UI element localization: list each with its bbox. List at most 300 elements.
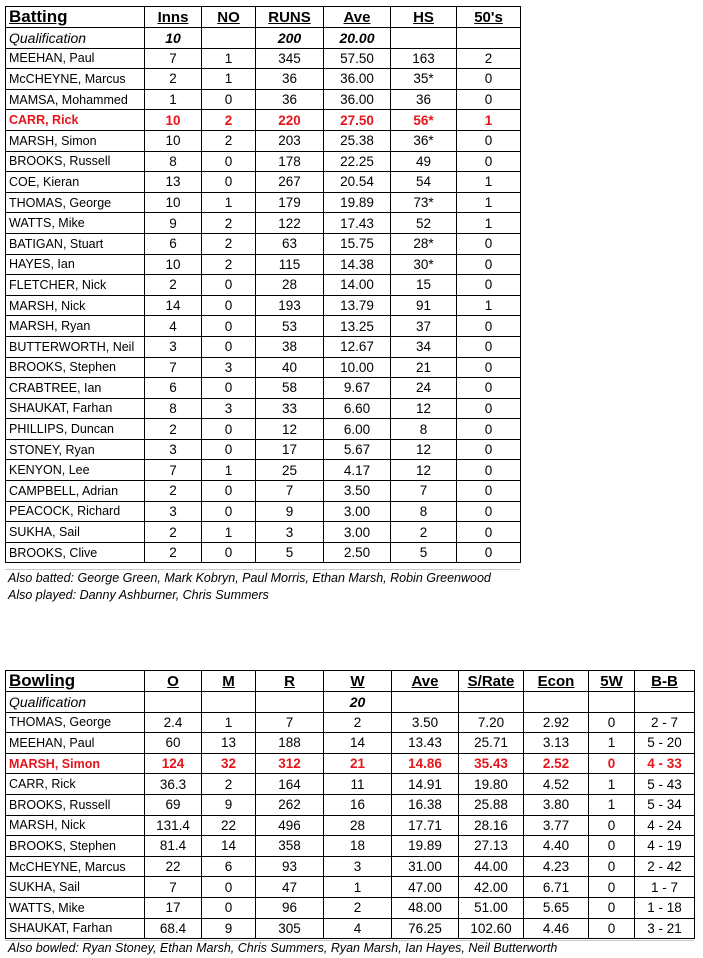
player-name: MARSH, Nick (6, 815, 145, 836)
stat-value: 4 - 33 (635, 753, 695, 774)
batting-row (6, 130, 521, 151)
qualification-label: Qualification (6, 28, 145, 49)
stat-value: 22 (145, 856, 202, 877)
stat-value: 69 (145, 794, 202, 815)
stat-value: 22 (202, 815, 256, 836)
stat-value: 31.00 (392, 856, 459, 877)
stat-value: 3 (202, 357, 256, 378)
stat-value: 13.79 (324, 295, 391, 316)
stat-value: 2.52 (524, 753, 589, 774)
qualification-value: 20 (324, 692, 392, 713)
qualification-label: Qualification (6, 692, 145, 713)
batting-column-header: HS (391, 7, 457, 28)
stat-value: 6 (145, 233, 202, 254)
stat-value: 0 (202, 275, 256, 296)
stat-value: 17 (256, 439, 324, 460)
stat-value: 63 (256, 233, 324, 254)
bowling-row (6, 712, 695, 733)
stat-value: 4 (324, 918, 392, 939)
qualification-value (635, 692, 695, 713)
stat-value: 6 (202, 856, 256, 877)
batting-row (6, 89, 521, 110)
stat-value: 36 (256, 89, 324, 110)
stat-value: 1 (202, 192, 256, 213)
bowling-title: Bowling (6, 671, 145, 692)
stat-value: 0 (457, 336, 521, 357)
stat-value: 0 (457, 275, 521, 296)
stat-value: 53 (256, 316, 324, 337)
stat-value: 0 (457, 501, 521, 522)
stat-value: 48.00 (392, 897, 459, 918)
player-name: PEACOCK, Richard (6, 501, 145, 522)
stat-value: 9 (256, 501, 324, 522)
bowling-row (6, 794, 695, 815)
stat-value: 2 (202, 110, 256, 131)
bowling-column-header: S/Rate (459, 671, 524, 692)
stat-value: 3 - 21 (635, 918, 695, 939)
bowling-column-header: 5W (589, 671, 635, 692)
stat-value: 3.80 (524, 794, 589, 815)
stat-value: 36.00 (324, 89, 391, 110)
stat-value: 40 (256, 357, 324, 378)
stat-value: 0 (202, 439, 256, 460)
stat-value: 8 (391, 501, 457, 522)
stat-value: 4.40 (524, 836, 589, 857)
batting-row (6, 151, 521, 172)
stat-value: 42.00 (459, 877, 524, 898)
player-name: WATTS, Mike (6, 897, 145, 918)
stat-value: 1 (589, 733, 635, 754)
stat-value: 57.50 (324, 48, 391, 69)
stat-value: 7 (145, 877, 202, 898)
stat-value: 2 (145, 69, 202, 90)
stat-value: 25.38 (324, 130, 391, 151)
stat-value: 267 (256, 172, 324, 193)
stat-value: 2 (324, 897, 392, 918)
bowling-column-header: R (256, 671, 324, 692)
player-name: BUTTERWORTH, Neil (6, 336, 145, 357)
stat-value: 35.43 (459, 753, 524, 774)
stat-value: 0 (457, 398, 521, 419)
stat-value: 9.67 (324, 378, 391, 399)
stat-value: 4 - 24 (635, 815, 695, 836)
player-name: MEEHAN, Paul (6, 48, 145, 69)
stat-value: 19.80 (459, 774, 524, 795)
stat-value: 10.00 (324, 357, 391, 378)
stat-value: 1 (457, 213, 521, 234)
stat-value: 47.00 (392, 877, 459, 898)
stat-value: 8 (391, 419, 457, 440)
bowling-column-header: O (145, 671, 202, 692)
stat-value: 9 (202, 794, 256, 815)
player-name: SUKHA, Sail (6, 877, 145, 898)
stat-value: 81.4 (145, 836, 202, 857)
qualification-value: 200 (256, 28, 324, 49)
stat-value: 1 (202, 522, 256, 543)
bowling-column-header: B-B (635, 671, 695, 692)
stat-value: 2.4 (145, 712, 202, 733)
stat-value: 76.25 (392, 918, 459, 939)
batting-title: Batting (6, 7, 145, 28)
stat-value: 2 - 7 (635, 712, 695, 733)
stat-value: 2 (202, 233, 256, 254)
stat-value: 3 (145, 439, 202, 460)
player-name: BROOKS, Stephen (6, 836, 145, 857)
player-name: SUKHA, Sail (6, 522, 145, 543)
stat-value: 56* (391, 110, 457, 131)
stat-value: 16.38 (392, 794, 459, 815)
stat-value: 0 (457, 419, 521, 440)
qualification-value (145, 692, 202, 713)
player-name: McCHEYNE, Marcus (6, 856, 145, 877)
stat-value: 0 (589, 856, 635, 877)
stat-value: 2 (202, 130, 256, 151)
bowling-row (6, 815, 695, 836)
batting-row (6, 542, 521, 563)
stat-value: 5 - 43 (635, 774, 695, 795)
stat-value: 2 (145, 419, 202, 440)
stat-value: 1 (202, 460, 256, 481)
stat-value: 1 (145, 89, 202, 110)
stat-value: 7 (145, 460, 202, 481)
batting-row (6, 275, 521, 296)
stat-value: 345 (256, 48, 324, 69)
stat-value: 10 (145, 130, 202, 151)
batting-qualification-row (6, 28, 521, 49)
stat-value: 36 (391, 89, 457, 110)
stat-value: 14 (145, 295, 202, 316)
stat-value: 13 (145, 172, 202, 193)
player-name: BROOKS, Clive (6, 542, 145, 563)
stat-value: 0 (202, 378, 256, 399)
bowling-qualification-row (6, 692, 695, 713)
qualification-value (457, 28, 521, 49)
stat-value: 0 (457, 542, 521, 563)
stat-value: 6.60 (324, 398, 391, 419)
stat-value: 4.52 (524, 774, 589, 795)
stat-value: 21 (324, 753, 392, 774)
stat-value: 0 (589, 753, 635, 774)
stat-value: 3 (324, 856, 392, 877)
stat-value: 36 (256, 69, 324, 90)
stat-value: 6 (145, 378, 202, 399)
player-name: STONEY, Ryan (6, 439, 145, 460)
stat-value: 1 (457, 192, 521, 213)
stat-value: 2.50 (324, 542, 391, 563)
stat-value: 203 (256, 130, 324, 151)
stat-value: 102.60 (459, 918, 524, 939)
stat-value: 0 (457, 151, 521, 172)
stat-value: 496 (256, 815, 324, 836)
stat-value: 5 (256, 542, 324, 563)
stat-value: 7 (256, 712, 324, 733)
stat-value: 164 (256, 774, 324, 795)
stat-value: 28 (324, 815, 392, 836)
stat-value: 28* (391, 233, 457, 254)
stat-value: 0 (457, 460, 521, 481)
stat-value: 25.71 (459, 733, 524, 754)
stat-value: 262 (256, 794, 324, 815)
batting-row (6, 378, 521, 399)
stat-value: 0 (457, 439, 521, 460)
stat-value: 0 (457, 130, 521, 151)
batting-row (6, 213, 521, 234)
stat-value: 0 (589, 836, 635, 857)
stat-value: 0 (202, 501, 256, 522)
batting-column-header: RUNS (256, 7, 324, 28)
stat-value: 14.91 (392, 774, 459, 795)
player-name: BROOKS, Russell (6, 151, 145, 172)
player-name: CARR, Rick (6, 774, 145, 795)
stat-value: 0 (202, 151, 256, 172)
stat-value: 2 (324, 712, 392, 733)
stat-value: 12 (391, 439, 457, 460)
stat-value: 0 (457, 481, 521, 502)
batting-row (6, 439, 521, 460)
stat-value: 36.00 (324, 69, 391, 90)
stat-value: 2 (202, 774, 256, 795)
batting-row (6, 254, 521, 275)
stat-value: 54 (391, 172, 457, 193)
stat-value: 7 (145, 357, 202, 378)
stat-value: 1 (202, 48, 256, 69)
stat-value: 7 (391, 481, 457, 502)
stat-value: 4 (145, 316, 202, 337)
stat-value: 25 (256, 460, 324, 481)
batting-row (6, 192, 521, 213)
player-name: SHAUKAT, Farhan (6, 398, 145, 419)
stat-value: 0 (202, 481, 256, 502)
stat-value: 1 (589, 774, 635, 795)
qualification-value (256, 692, 324, 713)
stat-value: 10 (145, 254, 202, 275)
player-name: WATTS, Mike (6, 213, 145, 234)
stat-value: 1 - 7 (635, 877, 695, 898)
stat-value: 358 (256, 836, 324, 857)
player-name: HAYES, Ian (6, 254, 145, 275)
batting-row (6, 48, 521, 69)
batting-row (6, 419, 521, 440)
batting-divider (5, 569, 520, 570)
qualification-value (202, 692, 256, 713)
stat-value: 0 (457, 357, 521, 378)
player-name: BROOKS, Stephen (6, 357, 145, 378)
stat-value: 0 (202, 419, 256, 440)
player-name: COE, Kieran (6, 172, 145, 193)
stat-value: 0 (457, 69, 521, 90)
player-name: MARSH, Nick (6, 295, 145, 316)
player-name: BATIGAN, Stuart (6, 233, 145, 254)
stat-value: 47 (256, 877, 324, 898)
qualification-value (391, 28, 457, 49)
player-name: PHILLIPS, Duncan (6, 419, 145, 440)
stat-value: 2 (457, 48, 521, 69)
stat-value: 2 (202, 254, 256, 275)
stat-value: 312 (256, 753, 324, 774)
stat-value: 188 (256, 733, 324, 754)
stat-value: 18 (324, 836, 392, 857)
stat-value: 4.46 (524, 918, 589, 939)
stat-value: 28.16 (459, 815, 524, 836)
stat-value: 14.86 (392, 753, 459, 774)
stat-value: 0 (589, 877, 635, 898)
batting-column-header: 50's (457, 7, 521, 28)
stat-value: 9 (202, 918, 256, 939)
stat-value: 20.54 (324, 172, 391, 193)
stat-value: 0 (202, 877, 256, 898)
stat-value: 19.89 (324, 192, 391, 213)
stat-value: 0 (457, 378, 521, 399)
batting-row (6, 501, 521, 522)
stat-value: 131.4 (145, 815, 202, 836)
stat-value: 163 (391, 48, 457, 69)
batting-row (6, 398, 521, 419)
batting-row (6, 357, 521, 378)
stat-value: 28 (256, 275, 324, 296)
stat-value: 24 (391, 378, 457, 399)
batting-row (6, 481, 521, 502)
batting-row (6, 316, 521, 337)
player-name: MARSH, Simon (6, 753, 145, 774)
batting-note-also-played: Also played: Danny Ashburner, Chris Summers (8, 588, 269, 602)
bowling-row (6, 856, 695, 877)
qualification-value: 10 (145, 28, 202, 49)
stat-value: 13 (202, 733, 256, 754)
player-name: SHAUKAT, Farhan (6, 918, 145, 939)
stat-value: 12 (391, 398, 457, 419)
stat-value: 27.13 (459, 836, 524, 857)
stat-value: 0 (589, 918, 635, 939)
player-name: THOMAS, George (6, 192, 145, 213)
stat-value: 0 (202, 897, 256, 918)
stat-value: 35* (391, 69, 457, 90)
bowling-row (6, 753, 695, 774)
bowling-note-also-bowled: Also bowled: Ryan Stoney, Ethan Marsh, Chris Summers, Ryan Marsh, Ian Hayes, Neil Butterworth (8, 941, 558, 955)
stat-value: 93 (256, 856, 324, 877)
bowling-column-header: M (202, 671, 256, 692)
stat-value: 4 - 19 (635, 836, 695, 857)
stat-value: 16 (324, 794, 392, 815)
stat-value: 58 (256, 378, 324, 399)
stat-value: 0 (202, 336, 256, 357)
stat-value: 2 (145, 542, 202, 563)
stat-value: 5 - 20 (635, 733, 695, 754)
stat-value: 51.00 (459, 897, 524, 918)
stat-value: 3.13 (524, 733, 589, 754)
stat-value: 68.4 (145, 918, 202, 939)
player-name: McCHEYNE, Marcus (6, 69, 145, 90)
stat-value: 36* (391, 130, 457, 151)
stat-value: 96 (256, 897, 324, 918)
qualification-value (524, 692, 589, 713)
stat-value: 49 (391, 151, 457, 172)
player-name: MARSH, Ryan (6, 316, 145, 337)
stat-value: 115 (256, 254, 324, 275)
batting-row (6, 69, 521, 90)
player-name: CAMPBELL, Adrian (6, 481, 145, 502)
batting-row (6, 110, 521, 131)
stat-value: 7.20 (459, 712, 524, 733)
player-name: BROOKS, Russell (6, 794, 145, 815)
stat-value: 7 (145, 48, 202, 69)
stat-value: 2 (145, 481, 202, 502)
batting-note-also-batted: Also batted: George Green, Mark Kobryn, Paul Morris, Ethan Marsh, Robin Greenwood (8, 571, 491, 585)
stat-value: 2.92 (524, 712, 589, 733)
stat-value: 37 (391, 316, 457, 337)
stat-value: 1 - 18 (635, 897, 695, 918)
stat-value: 122 (256, 213, 324, 234)
stat-value: 73* (391, 192, 457, 213)
stat-value: 1 (589, 794, 635, 815)
qualification-value (459, 692, 524, 713)
player-name: CRABTREE, Ian (6, 378, 145, 399)
stat-value: 13.25 (324, 316, 391, 337)
batting-column-header: NO (202, 7, 256, 28)
stat-value: 0 (202, 89, 256, 110)
bowling-row (6, 918, 695, 939)
stat-value: 2 (202, 213, 256, 234)
player-name: MARSH, Simon (6, 130, 145, 151)
stat-value: 13.43 (392, 733, 459, 754)
player-name: MAMSA, Mohammed (6, 89, 145, 110)
stat-value: 14 (202, 836, 256, 857)
stat-value: 3 (145, 501, 202, 522)
stat-value: 1 (202, 712, 256, 733)
stat-value: 9 (145, 213, 202, 234)
stat-value: 179 (256, 192, 324, 213)
stat-value: 0 (457, 316, 521, 337)
stat-value: 3 (145, 336, 202, 357)
stat-value: 33 (256, 398, 324, 419)
stat-value: 21 (391, 357, 457, 378)
stat-value: 5 (391, 542, 457, 563)
batting-row (6, 336, 521, 357)
qualification-value: 20.00 (324, 28, 391, 49)
stat-value: 8 (145, 151, 202, 172)
stat-value: 22.25 (324, 151, 391, 172)
stat-value: 30* (391, 254, 457, 275)
stat-value: 2 (145, 522, 202, 543)
stat-value: 3 (202, 398, 256, 419)
bowling-header-row (6, 671, 695, 692)
stat-value: 3 (256, 522, 324, 543)
batting-row (6, 233, 521, 254)
stat-value: 0 (202, 316, 256, 337)
stat-value: 5 - 34 (635, 794, 695, 815)
stat-value: 0 (202, 542, 256, 563)
stat-value: 0 (589, 897, 635, 918)
stat-value: 2 - 42 (635, 856, 695, 877)
batting-column-header: Ave (324, 7, 391, 28)
stat-value: 12 (256, 419, 324, 440)
stat-value: 19.89 (392, 836, 459, 857)
stat-value: 15.75 (324, 233, 391, 254)
bowling-column-header: Ave (392, 671, 459, 692)
bowling-row (6, 877, 695, 898)
stat-value: 3.50 (324, 481, 391, 502)
stat-value: 0 (457, 522, 521, 543)
qualification-value (589, 692, 635, 713)
stat-value: 0 (457, 89, 521, 110)
batting-row (6, 522, 521, 543)
stat-value: 60 (145, 733, 202, 754)
stat-value: 193 (256, 295, 324, 316)
stat-value: 25.88 (459, 794, 524, 815)
qualification-value (392, 692, 459, 713)
player-name: MEEHAN, Paul (6, 733, 145, 754)
stat-value: 178 (256, 151, 324, 172)
stat-value: 17 (145, 897, 202, 918)
